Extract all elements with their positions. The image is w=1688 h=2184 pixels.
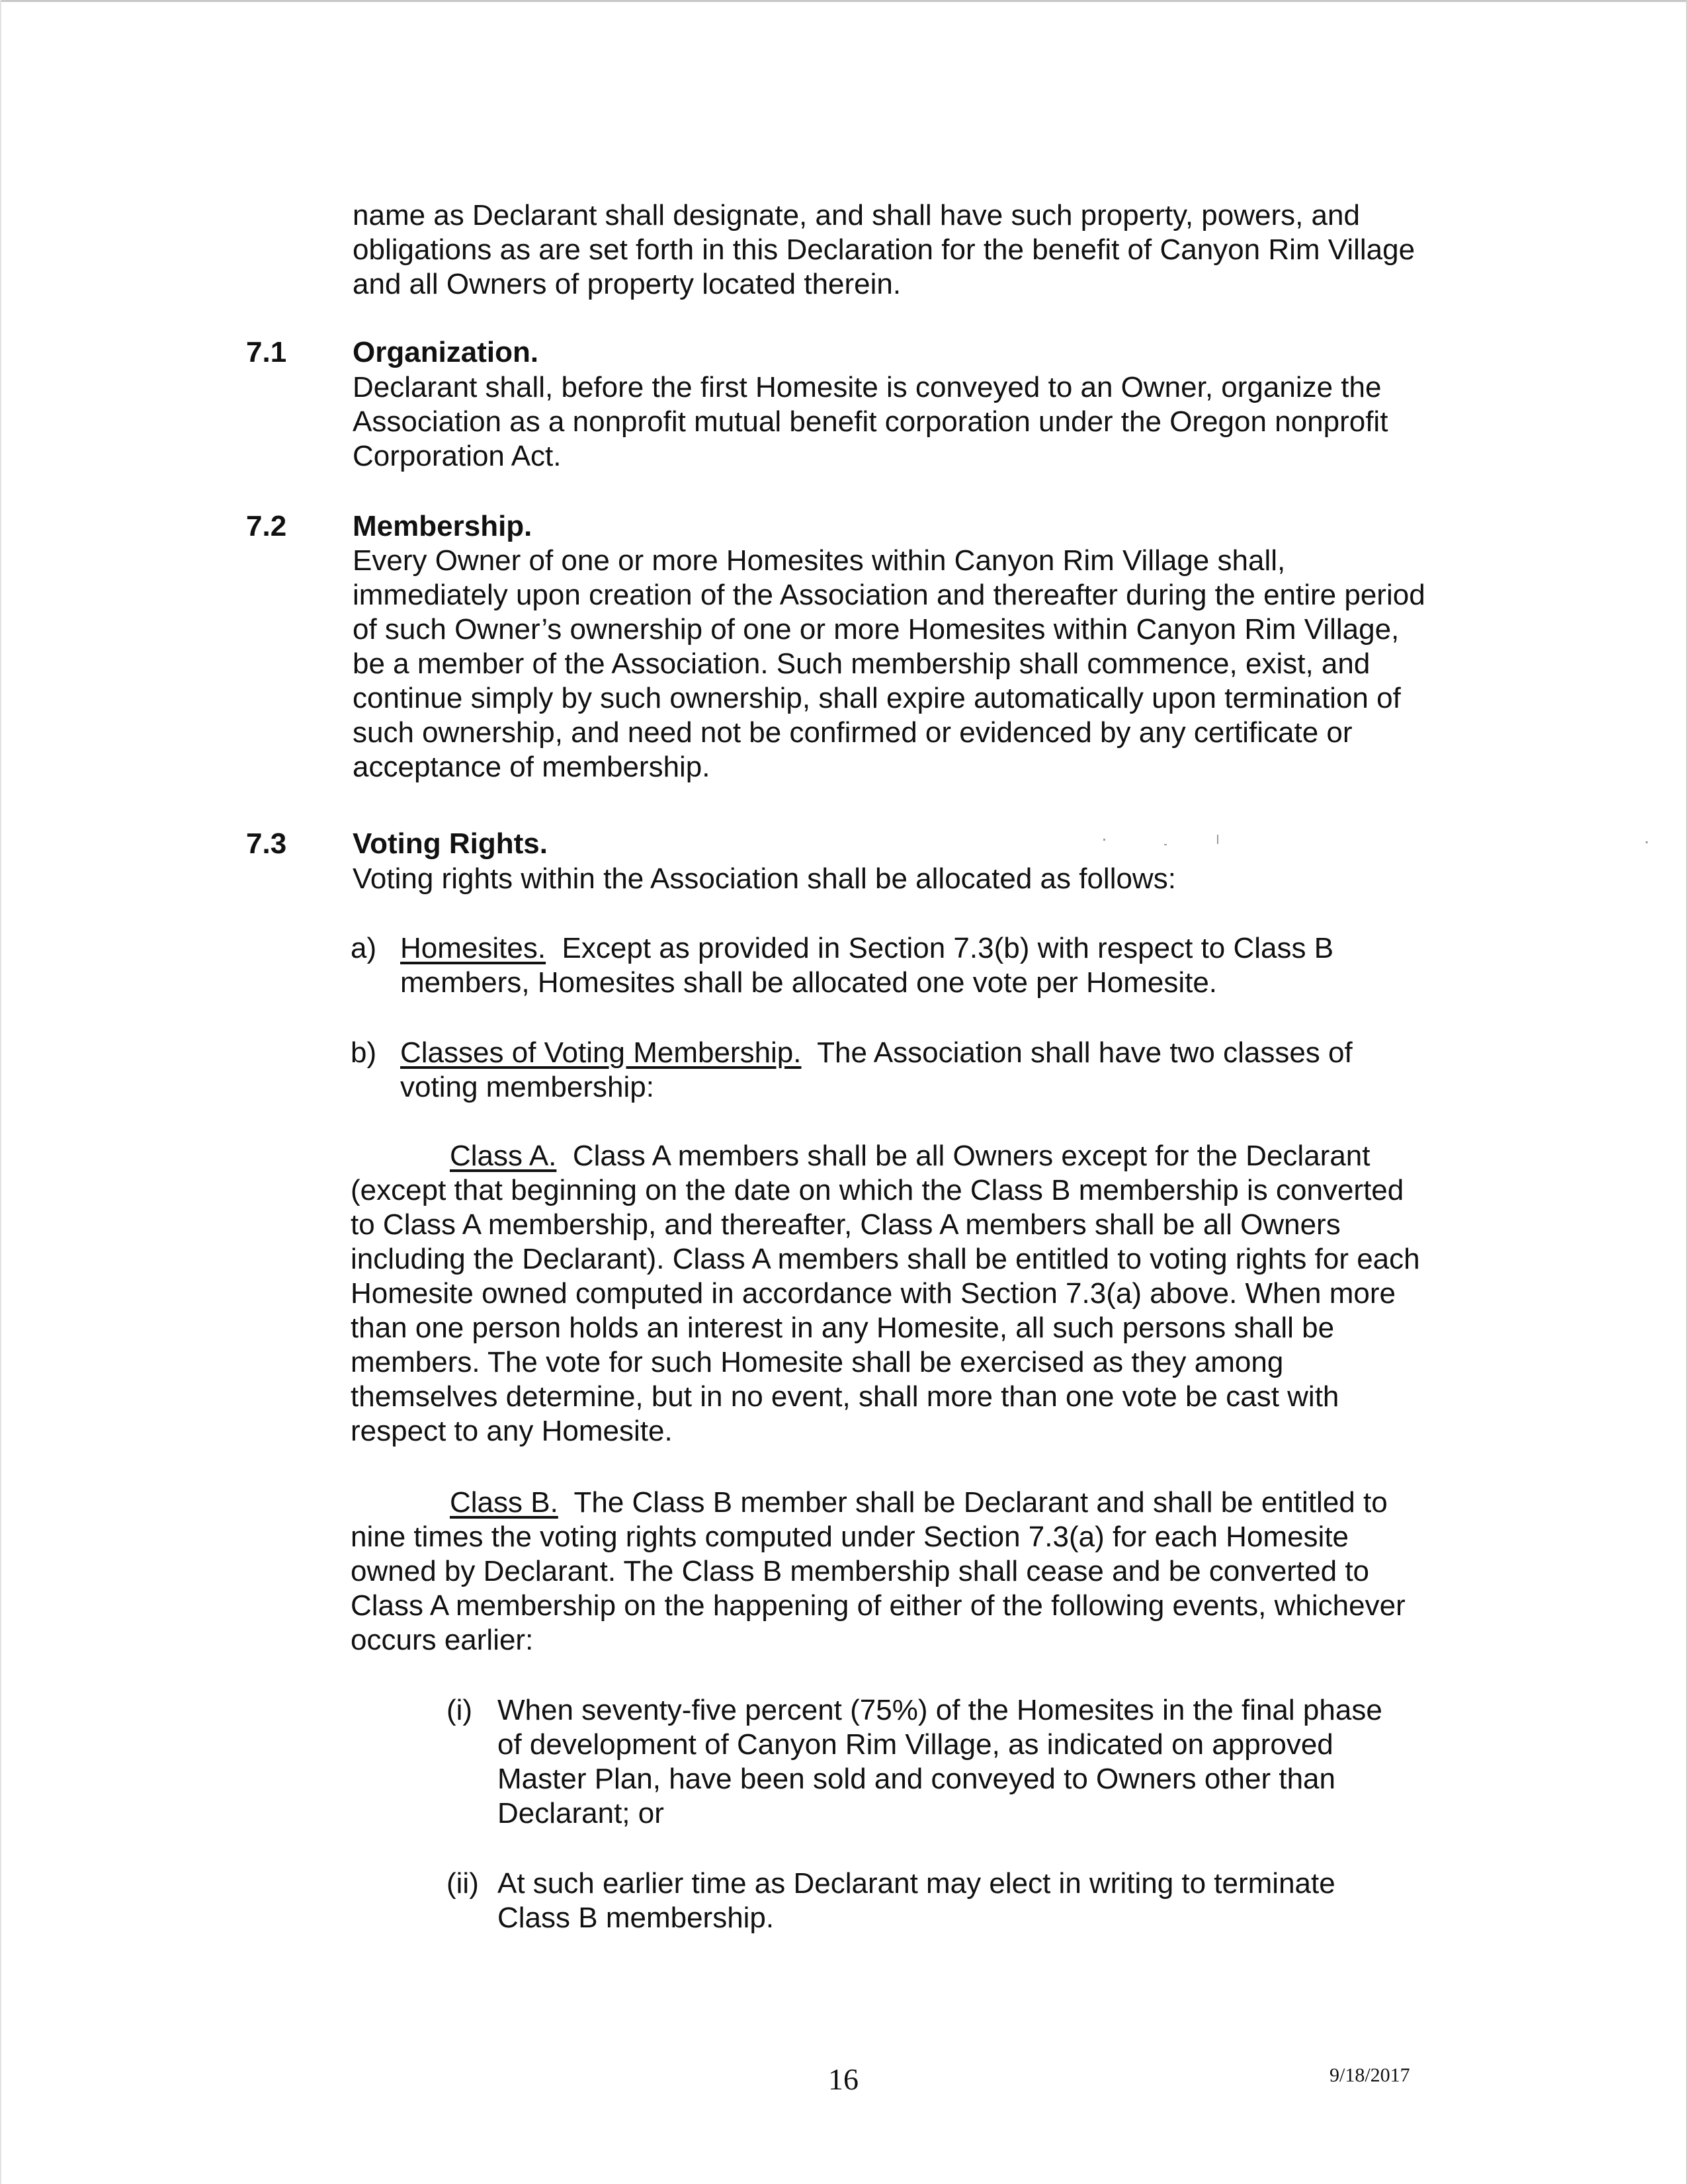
section-7-2-title: Membership. [353, 510, 532, 542]
homesites-text: Except as provided in Section 7.3(b) with respect to Class B members, Homesites shall be allocated one vote per Homesite. [400, 932, 1334, 999]
section-7-3-title: Voting Rights. [353, 827, 548, 860]
section-7-3-number: 7.3 [246, 827, 287, 860]
list-marker-a: a) [351, 932, 377, 964]
section-7-1-title: Organization. [353, 336, 539, 368]
section-7-1-number: 7.1 [246, 336, 287, 368]
list-item-homesites [400, 931, 1392, 1000]
intro-paragraph: name as Declarant shall designate, and shall have such property, powers, and obligations as are set forth in this Declaration for the benefit of Canyon Rim Village and all Owners of property located therein. [353, 199, 1415, 300]
section-7-2-number: 7.2 [246, 510, 287, 542]
class-a-text: Class A members shall be all Owners except for the Declarant (except that beginning on the date on which the Class B membership is converted to Class A membership, and thereafter, Class A members shall be all Owners including the Declarant). Class A members shall be entitled to voting rights for each Homesite owned computed in accordance with Section 7.3(a) above. When more than one person holds an interest in any Homesite, all such persons shall be members. The vote for such Homesite shall be exercised as they among themselves determine, but in no event, shall more than one vote be cast with respect to any Homesite. [351, 1140, 1420, 1447]
scan-edge-left [0, 0, 1, 2184]
classes-heading: Classes of Voting Membership. [400, 1036, 802, 1069]
class-a-paragraph [351, 1139, 1435, 1449]
event-item-i: When seventy-five percent (75%) of the Homesites in the final phase of development of Canyon Rim Village, as indicated on approved Master Plan, have been sold and conveyed to Owners other than Declarant; or [497, 1694, 1382, 1829]
scan-speck [1217, 835, 1218, 844]
scan-speck [1164, 844, 1167, 845]
homesites-heading: Homesites. [400, 932, 546, 964]
list-marker-b: b) [351, 1036, 377, 1069]
class-b-heading: Class B. [450, 1486, 558, 1519]
scan-edge-top [0, 0, 1688, 2]
footer-date: 9/18/2017 [1329, 2064, 1410, 2086]
section-7-3-body: Voting rights within the Association shall be allocated as follows: [353, 862, 1176, 895]
section-7-2-body: Every Owner of one or more Homesites within Canyon Rim Village shall, immediately upon creation of the Association and thereafter during the entire period of such Owner’s ownership of one or more Homesites within Canyon Rim Village, be a member of the Association. Such membership shall commence, exist, and continue simply by such ownership, shall expire automatically upon termination of such ownership, and need not be confirmed or evidenced by any certificate or acceptance of membership. [353, 544, 1425, 783]
page-number: 16 [828, 2062, 859, 2096]
classes-text: The Association shall have two classes of voting membership: [400, 1036, 1353, 1103]
class-b-paragraph [351, 1486, 1435, 1658]
scan-speck [1646, 841, 1648, 843]
scan-speck [1103, 839, 1105, 841]
section-7-1-body: Declarant shall, before the first Homesite is conveyed to an Owner, organize the Association as a nonprofit mutual benefit corporation under the Oregon nonprofit Corporation Act. [353, 371, 1388, 472]
event-marker-i: (i) [446, 1694, 473, 1726]
event-item-ii: At such earlier time as Declarant may elect in writing to terminate Class B membership. [497, 1867, 1335, 1934]
class-a-heading: Class A. [450, 1140, 557, 1172]
list-item-classes [400, 1036, 1419, 1105]
class-b-text: The Class B member shall be Declarant and shall be entitled to nine times the voting rights computed under Section 7.3(a) for each Homesite owned by Declarant. The Class B membership shall cease and be converted to Class A membership on the happening of either of the following events, whichever occurs earlier: [351, 1486, 1406, 1656]
event-marker-ii: (ii) [446, 1867, 479, 1900]
